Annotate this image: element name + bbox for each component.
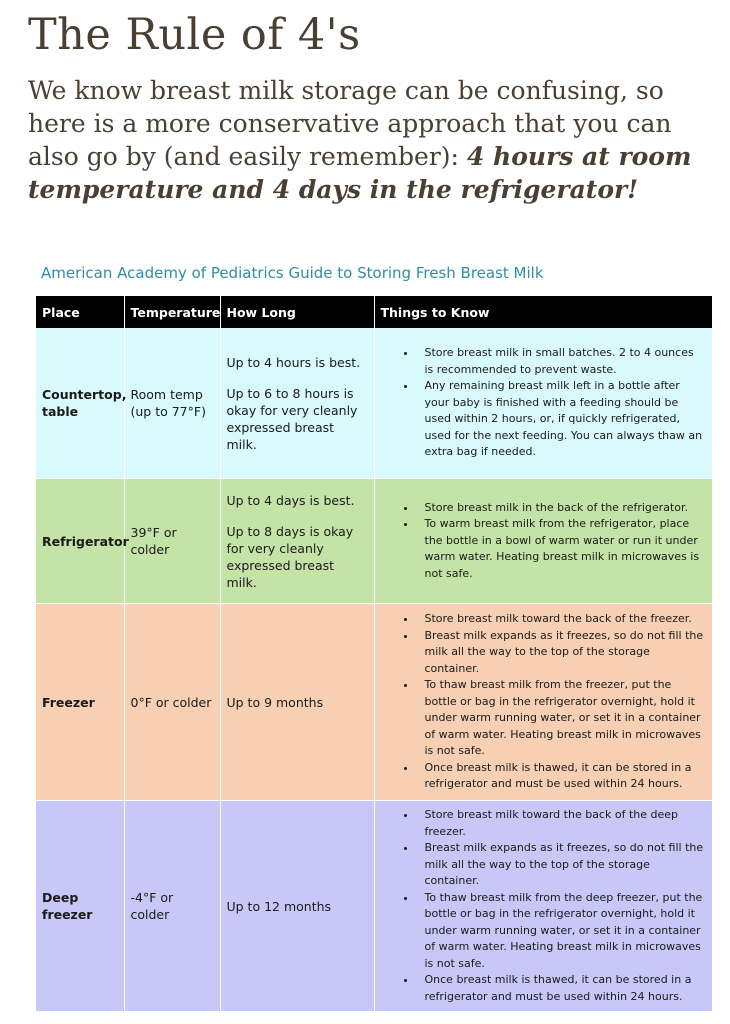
how-long-text: Up to 8 days is okay for very cleanly expressed breast milk.: [226, 523, 354, 590]
table-row: [36, 801, 712, 1012]
list-item: • To thaw breast milk from the freezer, put the bottle or bag in the refrigerator overnight, hold it under warm running water, or set it in a container of warm water. Heating breast milk in microwaves is not safe.: [417, 677, 706, 760]
how-long-text: Up to 4 days is best.: [226, 492, 355, 508]
temperature-cell: -4°F or colder: [124, 801, 220, 1012]
how-long-text: Up to 9 months: [226, 694, 324, 710]
things-to-know-cell: [374, 328, 712, 479]
things-to-know-cell: [374, 801, 712, 1012]
temperature-cell: 39°F or colder: [124, 479, 220, 604]
column-header-things-to-know: Things to Know: [374, 296, 712, 328]
tips-list: [381, 345, 706, 461]
column-header-temperature: Temperature: [124, 296, 220, 328]
how-long-text: Up to 6 to 8 hours is okay for very cleanly expressed breast milk.: [226, 385, 358, 452]
list-item: • Once breast milk is thawed, it can be stored in a refrigerator and must be used within 24 hours.: [417, 972, 706, 1005]
page-title: The Rule of 4's: [28, 10, 361, 60]
place-cell: Refrigerator: [36, 479, 124, 604]
tips-list: [381, 611, 706, 793]
table-title: American Academy of Pediatrics Guide to Storing Fresh Breast Milk: [41, 264, 544, 282]
how-long-text: Up to 12 months: [226, 898, 332, 914]
table-row: [36, 479, 712, 604]
table-row: [36, 604, 712, 801]
things-to-know-cell: [374, 604, 712, 801]
how-long-cell: [220, 604, 374, 801]
table-row: [36, 328, 712, 479]
place-cell: Countertop, table: [36, 328, 124, 479]
temperature-cell: Room temp (up to 77°F): [124, 328, 220, 479]
column-header-place: Place: [36, 296, 124, 328]
list-item: • Store breast milk in the back of the refrigerator.: [417, 500, 706, 517]
list-item: • Breast milk expands as it freezes, so do not fill the milk all the way to the top of the storage container.: [417, 628, 706, 678]
things-to-know-cell: [374, 479, 712, 604]
temperature-cell: 0°F or colder: [124, 604, 220, 801]
column-header-how-long: How Long: [220, 296, 374, 328]
table-header-row: [36, 296, 712, 328]
storage-table: [36, 296, 713, 1012]
list-item: • Any remaining breast milk left in a bottle after your baby is finished with a feeding should be used within 2 hours, or, if quickly refrigerated, used for the next feeding. You can always thaw an extra bag if needed.: [417, 378, 706, 461]
intro-text: We know breast milk storage can be confusing, so here is a more conservative approach that you can also go by (and easily remember):: [28, 76, 672, 171]
how-long-cell: [220, 479, 374, 604]
list-item: • To warm breast milk from the refrigerator, place the bottle in a bowl of warm water or run it under warm water. Heating breast milk in microwaves is not safe.: [417, 516, 706, 582]
intro-paragraph: [28, 74, 718, 206]
list-item: • Store breast milk toward the back of the deep freezer.: [417, 807, 706, 840]
list-item: • Once breast milk is thawed, it can be stored in a refrigerator and must be used within 24 hours.: [417, 760, 706, 793]
place-cell: Deep freezer: [36, 801, 124, 1012]
place-cell: Freezer: [36, 604, 124, 801]
list-item: • Store breast milk in small batches. 2 to 4 ounces is recommended to prevent waste.: [417, 345, 706, 378]
how-long-cell: [220, 801, 374, 1012]
list-item: • Breast milk expands as it freezes, so do not fill the milk all the way to the top of the storage container.: [417, 840, 706, 890]
list-item: • To thaw breast milk from the deep freezer, put the bottle or bag in the refrigerator overnight, hold it under warm running water, or set it in a container of warm water. Heating breast milk in microwaves is not safe.: [417, 890, 706, 973]
intro-highlight: 4 hours at room temperature and 4 days in the refrigerator!: [28, 142, 692, 204]
tips-list: [381, 500, 706, 583]
list-item: • Store breast milk toward the back of the freezer.: [417, 611, 706, 628]
how-long-cell: [220, 328, 374, 479]
tips-list: [381, 807, 706, 1005]
how-long-text: Up to 4 hours is best.: [226, 354, 361, 370]
